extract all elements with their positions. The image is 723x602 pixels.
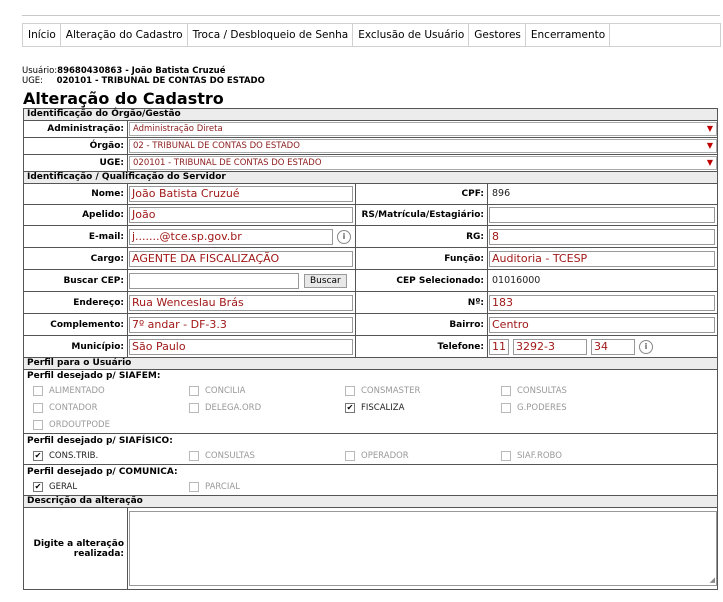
siafem-options [24, 382, 717, 433]
nav-alteracao-cadastro[interactable]: Alteração do Cadastro [61, 24, 188, 46]
orgao-value: 02 - TRIBUNAL DE CONTAS DO ESTADO [133, 141, 300, 151]
buscar-button[interactable]: Buscar [304, 274, 347, 288]
siafem-option[interactable] [33, 399, 189, 416]
perfil-siafem [24, 370, 717, 434]
nav-bar-tail [565, 23, 721, 47]
nav-troca-senha[interactable]: Troca / Desbloqueio de Senha [188, 24, 354, 46]
section-descricao: Descrição da alteração [24, 496, 717, 508]
checkbox-checked-icon[interactable]: ✔ [346, 402, 354, 412]
telefone-ddd-input[interactable]: 11 [489, 339, 509, 355]
comunica-option-label: GERAL [49, 481, 78, 492]
cep-selecionado-value: 01016000 [489, 273, 715, 289]
nav-inicio[interactable]: Início [23, 24, 61, 46]
resize-grip-icon[interactable]: ◢ [709, 576, 715, 584]
rg-input[interactable]: 8 [489, 229, 715, 245]
siafem-option-label: CONSULTAS [517, 385, 567, 396]
uge-label: UGE: [22, 76, 44, 86]
nome-input[interactable]: João Batista Cruzué [129, 186, 353, 202]
row-descricao [24, 508, 717, 589]
row-orgao [24, 138, 717, 155]
nav-bar [22, 23, 610, 47]
siafem-option-label: CONCILIA [205, 385, 246, 396]
siafem-option[interactable] [501, 399, 657, 416]
siafem-option[interactable] [189, 382, 345, 399]
comunica-title: Perfil desejado p/ COMUNICA: [27, 467, 178, 477]
telefone-prefixo-input[interactable]: 3292-3 [513, 339, 587, 355]
cpf-label: CPF: [355, 184, 487, 204]
cargo-label: Cargo: [90, 253, 124, 264]
rs-input[interactable] [489, 207, 715, 223]
siafisico-option-label: CONSULTAS [205, 450, 255, 461]
page-title: Alteração do Cadastro [23, 89, 224, 108]
top-divider [22, 15, 720, 16]
rs-label: RS/Matrícula/Estagiário: [355, 205, 487, 225]
siafisico-option[interactable] [189, 447, 345, 464]
bairro-input[interactable]: Centro [489, 317, 715, 333]
checkbox-icon[interactable] [33, 403, 43, 413]
perfil-siafisico [24, 435, 717, 465]
checkbox-icon[interactable] [33, 420, 43, 430]
telefone-sufixo-input[interactable]: 34 [591, 339, 635, 355]
funcao-input[interactable]: Auditoria - TCESP [489, 251, 715, 267]
checkbox-icon[interactable] [345, 451, 355, 461]
siafem-option[interactable] [345, 382, 501, 399]
siafem-title: Perfil desejado p/ SIAFEM: [27, 371, 161, 381]
siafem-option[interactable] [33, 382, 189, 399]
apelido-input[interactable]: João [129, 207, 353, 223]
checkbox-icon[interactable] [189, 403, 199, 413]
nav-exclusao-usuario[interactable]: Exclusão de Usuário [353, 24, 469, 46]
siafem-option-label: DELEGA.ORD [205, 402, 262, 413]
comunica-option[interactable] [33, 478, 189, 495]
comunica-options [24, 478, 717, 495]
siafisico-option-label: SIAF.ROBO [517, 450, 562, 461]
endereco-input[interactable]: Rua Wenceslau Brás [129, 295, 353, 311]
row-uge [24, 155, 717, 172]
section-orgao: Identificação do Órgão/Gestão [24, 109, 717, 121]
comunica-option[interactable] [189, 478, 345, 495]
municipio-label: Município: [71, 341, 124, 352]
cargo-input[interactable]: AGENTE DA FISCALIZAÇÃO [129, 251, 353, 267]
siafem-option-label: CONTADOR [49, 402, 98, 413]
municipio-input[interactable]: São Paulo [129, 339, 353, 355]
descricao-label: Digite a alteração realizada: [33, 538, 124, 559]
siafisico-option[interactable] [345, 447, 501, 464]
telefone-label: Telefone: [355, 336, 487, 357]
chevron-down-icon: ▼ [706, 158, 713, 167]
numero-input[interactable]: 183 [489, 295, 715, 311]
siafem-option[interactable] [345, 399, 501, 416]
administracao-select[interactable] [129, 122, 717, 136]
uge-label: UGE: [99, 158, 124, 168]
administracao-value: Administração Direta [133, 124, 223, 134]
nome-label: Nome: [91, 189, 124, 199]
bairro-label: Bairro: [355, 314, 487, 335]
siafem-option-label: FISCALIZA [361, 402, 405, 413]
checkbox-icon[interactable] [33, 386, 43, 396]
row-municipio-telefone [24, 336, 717, 358]
siafisico-options [24, 447, 717, 464]
chevron-down-icon: ▼ [706, 141, 713, 150]
apelido-label: Apelido: [82, 210, 124, 220]
row-nome-cpf [24, 184, 717, 205]
siafem-option-label: G.PODERES [517, 402, 567, 413]
siafem-option-label: ORDOUTPODE [49, 419, 110, 430]
row-cep [24, 270, 717, 292]
buscar-cep-input[interactable] [129, 273, 299, 289]
checkbox-icon[interactable] [189, 451, 199, 461]
info-icon[interactable]: i [337, 230, 351, 244]
siafisico-option-label: OPERADOR [361, 450, 409, 461]
row-endereco-numero [24, 292, 717, 314]
section-perfil: Perfil para o Usuário [24, 358, 717, 370]
perfil-comunica [24, 466, 717, 496]
descricao-textarea[interactable] [129, 511, 717, 586]
complemento-label: Complemento: [50, 319, 124, 330]
nav-gestores[interactable]: Gestores [469, 24, 526, 46]
row-cargo-funcao [24, 248, 717, 270]
cpf-value: 896 [489, 186, 715, 202]
siafisico-option[interactable] [501, 447, 657, 464]
administracao-label: Administração: [47, 124, 124, 134]
row-administracao [24, 121, 717, 138]
siafisico-title: Perfil desejado p/ SIAFÍSICO: [27, 436, 173, 446]
checkbox-icon[interactable] [189, 482, 199, 492]
cep-selecionado-label: CEP Selecionado: [355, 270, 487, 291]
cadastro-form [23, 108, 718, 590]
siafem-option-label: CONSMASTER [361, 385, 421, 396]
usuario-value: 89680430863 - João Batista Cruzué [57, 66, 226, 76]
info-icon[interactable]: i [639, 340, 653, 354]
checkbox-icon[interactable] [501, 403, 511, 413]
siafem-option[interactable] [189, 399, 345, 416]
nav-encerramento[interactable]: Encerramento [530, 29, 606, 41]
buscar-cep-label: Buscar CEP: [63, 275, 124, 286]
numero-label: Nº: [355, 292, 487, 313]
siafem-option[interactable] [501, 382, 657, 399]
chevron-down-icon: ▼ [706, 124, 713, 133]
funcao-label: Função: [355, 248, 487, 269]
user-info [22, 66, 265, 86]
checkbox-checked-icon[interactable]: ✔ [34, 450, 42, 460]
row-email-rg [24, 226, 717, 248]
section-servidor: Identificação / Qualificação do Servidor [24, 172, 717, 184]
complemento-input[interactable]: 7º andar - DF-3.3 [129, 317, 353, 333]
uge-select[interactable] [129, 156, 717, 170]
siafisico-option[interactable] [33, 447, 189, 464]
orgao-label: Órgão: [89, 141, 124, 151]
rg-label: RG: [355, 226, 487, 247]
siafem-option[interactable] [33, 416, 189, 433]
checkbox-icon[interactable] [501, 386, 511, 396]
uge-select-value: 020101 - TRIBUNAL DE CONTAS DO ESTADO [133, 158, 322, 168]
email-label: E-mail: [88, 231, 124, 242]
checkbox-icon[interactable] [189, 386, 199, 396]
comunica-option-label: PARCIAL [205, 481, 240, 492]
row-apelido-rs [24, 205, 717, 226]
usuario-label: Usuário: [22, 66, 58, 76]
email-input[interactable]: j.......@tce.sp.gov.br [129, 229, 333, 245]
checkbox-icon[interactable] [501, 451, 511, 461]
siafem-option-label: ALIMENTADO [49, 385, 105, 396]
siafisico-option-label: CONS.TRIB. [49, 450, 99, 461]
uge-value: 020101 - TRIBUNAL DE CONTAS DO ESTADO [56, 76, 265, 86]
row-complemento-bairro [24, 314, 717, 336]
checkbox-icon[interactable] [345, 386, 355, 396]
endereco-label: Endereço: [73, 297, 124, 308]
checkbox-checked-icon[interactable]: ✔ [34, 481, 42, 491]
orgao-select[interactable] [129, 139, 717, 153]
